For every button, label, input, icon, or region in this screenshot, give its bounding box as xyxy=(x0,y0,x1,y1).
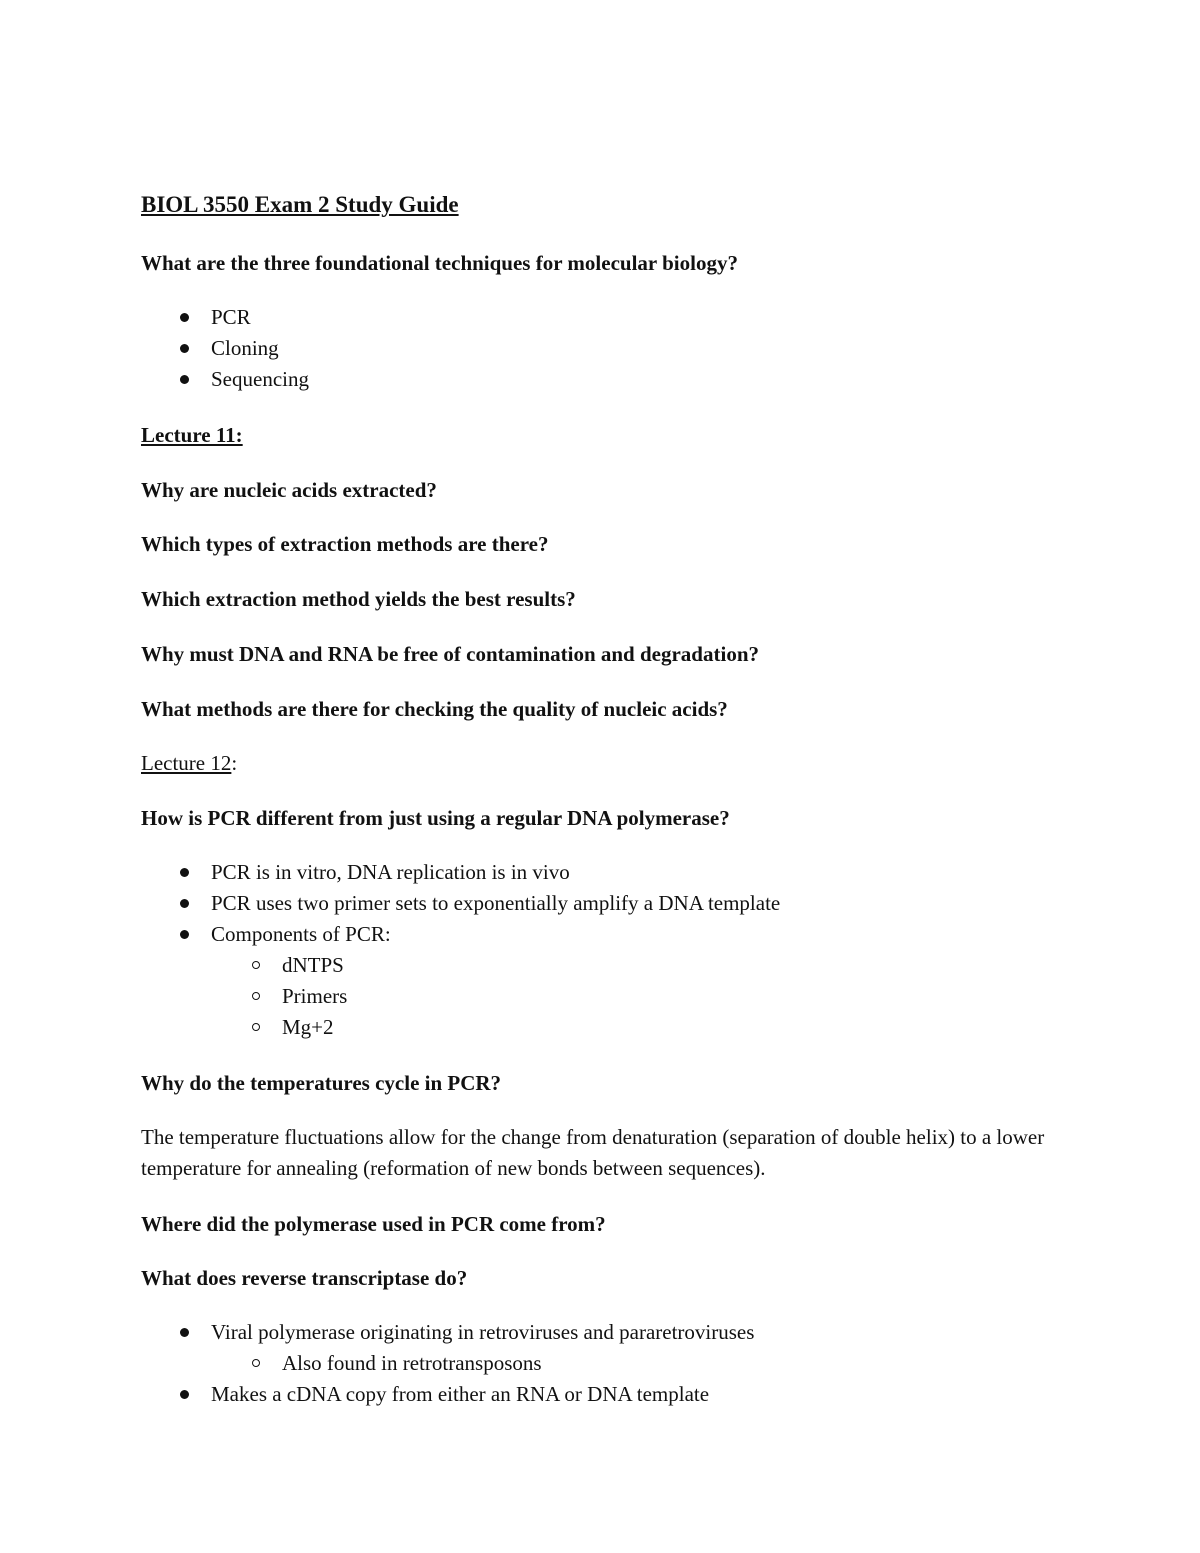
question: What does reverse transcriptase do? xyxy=(141,1266,468,1290)
lecture-12-heading: Lecture 12: xyxy=(141,751,238,775)
bullet-icon xyxy=(180,1328,189,1337)
intro-question: What are the three foundational techniques for molecular biology? xyxy=(141,251,738,275)
sub-list-item: Mg+2 xyxy=(282,1013,334,1041)
list-item: PCR xyxy=(211,303,251,331)
list-item: PCR uses two primer sets to exponentially amplify a DNA template xyxy=(211,889,780,917)
bullet-icon xyxy=(180,375,189,384)
list-item: Viral polymerase originating in retroviruses and pararetroviruses xyxy=(211,1318,754,1346)
sub-list-item: dNTPS xyxy=(282,951,344,979)
sub-list-item: Also found in retrotransposons xyxy=(282,1349,542,1377)
bullet-icon xyxy=(180,313,189,322)
list-item: Components of PCR: xyxy=(211,920,391,948)
question: How is PCR different from just using a regular DNA polymerase? xyxy=(141,806,730,830)
document-title: BIOL 3550 Exam 2 Study Guide xyxy=(141,192,459,217)
hollow-bullet-icon xyxy=(252,992,260,1000)
question: Where did the polymerase used in PCR come from? xyxy=(141,1212,606,1236)
question: Why are nucleic acids extracted? xyxy=(141,478,437,502)
list-item: PCR is in vitro, DNA replication is in vivo xyxy=(211,858,570,886)
question: Why do the temperatures cycle in PCR? xyxy=(141,1071,502,1095)
question: Which types of extraction methods are there? xyxy=(141,532,549,556)
hollow-bullet-icon xyxy=(252,1023,260,1031)
sub-list-item: Primers xyxy=(282,982,347,1010)
question: Why must DNA and RNA be free of contamination and degradation? xyxy=(141,642,759,666)
answer-paragraph: The temperature fluctuations allow for the change from denaturation (separation of double helix) to a lower temperature for annealing (reformation of new bonds between sequences). xyxy=(141,1125,1045,1180)
hollow-bullet-icon xyxy=(252,1359,260,1367)
question: Which extraction method yields the best results? xyxy=(141,587,576,611)
list-item: Cloning xyxy=(211,334,279,362)
bullet-icon xyxy=(180,1390,189,1399)
bullet-icon xyxy=(180,344,189,353)
lecture-11-heading: Lecture 11: xyxy=(141,423,243,447)
list-item: Makes a cDNA copy from either an RNA or DNA template xyxy=(211,1380,709,1408)
question: What methods are there for checking the quality of nucleic acids? xyxy=(141,697,728,721)
bullet-icon xyxy=(180,899,189,908)
bullet-icon xyxy=(180,868,189,877)
hollow-bullet-icon xyxy=(252,961,260,969)
list-item: Sequencing xyxy=(211,365,309,393)
bullet-icon xyxy=(180,930,189,939)
